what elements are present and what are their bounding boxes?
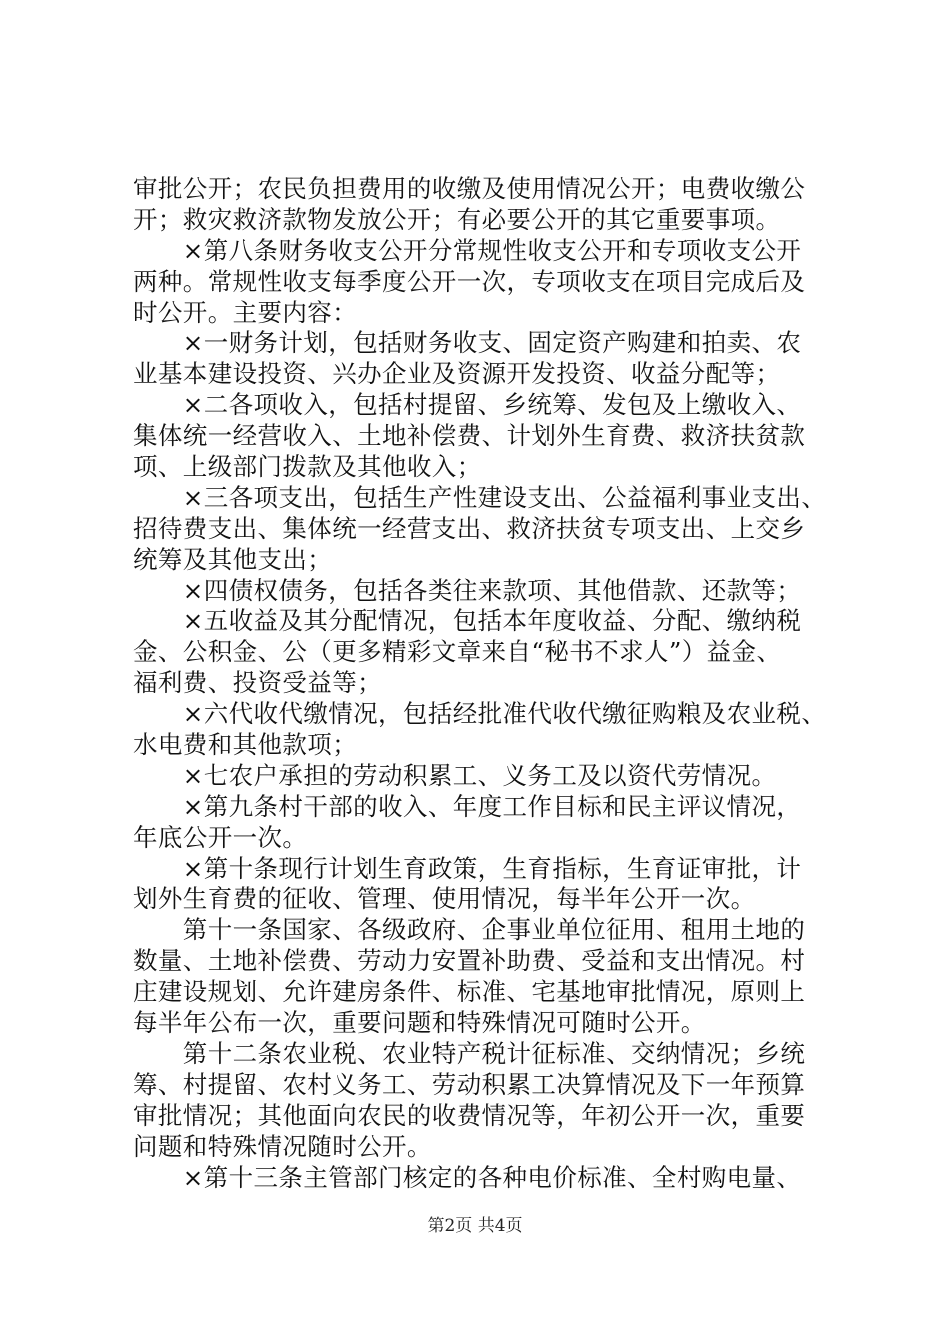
text-line: 每半年公布一次，重要问题和特殊情况可随时公开。	[133, 1008, 706, 1038]
text-line: 招待费支出、集体统一经营支出、救济扶贫专项支出、上交乡	[133, 513, 806, 543]
text-line: ×六代收代缴情况，包括经批准代收代缴征购粮及农业税、	[133, 699, 827, 729]
text-line: ×三各项支出，包括生产性建设支出、公益福利事业支出、	[133, 482, 827, 512]
document-body	[133, 174, 833, 1193]
text-line: 水电费和其他款项；	[133, 730, 358, 760]
text-line: ×第八条财务收支公开分常规性收支公开和专项收支公开	[133, 235, 802, 265]
text-line: 审批情况；其他面向农民的收费情况等，年初公开一次，重要	[133, 1100, 806, 1130]
text-line: ×二各项收入，包括村提留、乡统筹、发包及上缴收入、	[133, 390, 802, 420]
text-line: 时公开。主要内容：	[133, 297, 358, 327]
text-line: 项、上级部门拨款及其他收入；	[133, 452, 482, 482]
text-line: 福利费、投资受益等；	[133, 668, 382, 698]
text-line: 统筹及其他支出；	[133, 544, 333, 574]
text-line: ×七农户承担的劳动积累工、义务工及以资代劳情况。	[133, 760, 777, 790]
text-line: 集体统一经营收入、土地补偿费、计划外生育费、救济扶贫款	[133, 421, 806, 451]
text-line: 审批公开；农民负担费用的收缴及使用情况公开；电费收缴公	[133, 174, 806, 203]
text-line: 年底公开一次。	[133, 822, 308, 852]
page-number-footer: 第2页 共4页	[427, 1216, 523, 1236]
text-line: ×五收益及其分配情况，包括本年度收益、分配、缴纳税	[133, 606, 802, 636]
text-line: ×四债权债务，包括各类往来款项、其他借款、还款等；	[133, 575, 802, 605]
text-line: 两种。常规性收支每季度公开一次，专项收支在项目完成后及	[133, 266, 806, 296]
text-line: 业基本建设投资、兴办企业及资源开发投资、收益分配等；	[133, 359, 781, 389]
text-line: 划外生育费的征收、管理、使用情况，每半年公开一次。	[133, 884, 756, 914]
text-line: 筹、村提留、农村义务工、劳动积累工决算情况及下一年预算	[133, 1069, 806, 1099]
text-line: ×第十条现行计划生育政策，生育指标，生育证审批，计	[133, 853, 802, 883]
text-line: 开；救灾救济款物发放公开；有必要公开的其它重要事项。	[133, 204, 781, 234]
text-line: 问题和特殊情况随时公开。	[133, 1131, 432, 1161]
text-line: ×一财务计划，包括财务收支、固定资产购建和拍卖、农	[133, 328, 802, 358]
text-line: 第十二条农业税、农业特产税计征标准、交纳情况；乡统	[133, 1038, 806, 1068]
text-line: 数量、土地补偿费、劳动力安置补助费、受益和支出情况。村	[133, 946, 806, 976]
text-line: ×第十三条主管部门核定的各种电价标准、全村购电量、	[133, 1162, 802, 1192]
text-line: 第十一条国家、各级政府、企事业单位征用、租用土地的	[133, 915, 806, 945]
text-line: 庄建设规划、允许建房条件、标准、宅基地审批情况，原则上	[133, 977, 806, 1007]
text-line: 金、公积金、公（更多精彩文章来自“秘书不求人”）益金、	[133, 637, 782, 667]
text-line: ×第九条村干部的收入、年度工作目标和民主评议情况，	[133, 791, 802, 821]
